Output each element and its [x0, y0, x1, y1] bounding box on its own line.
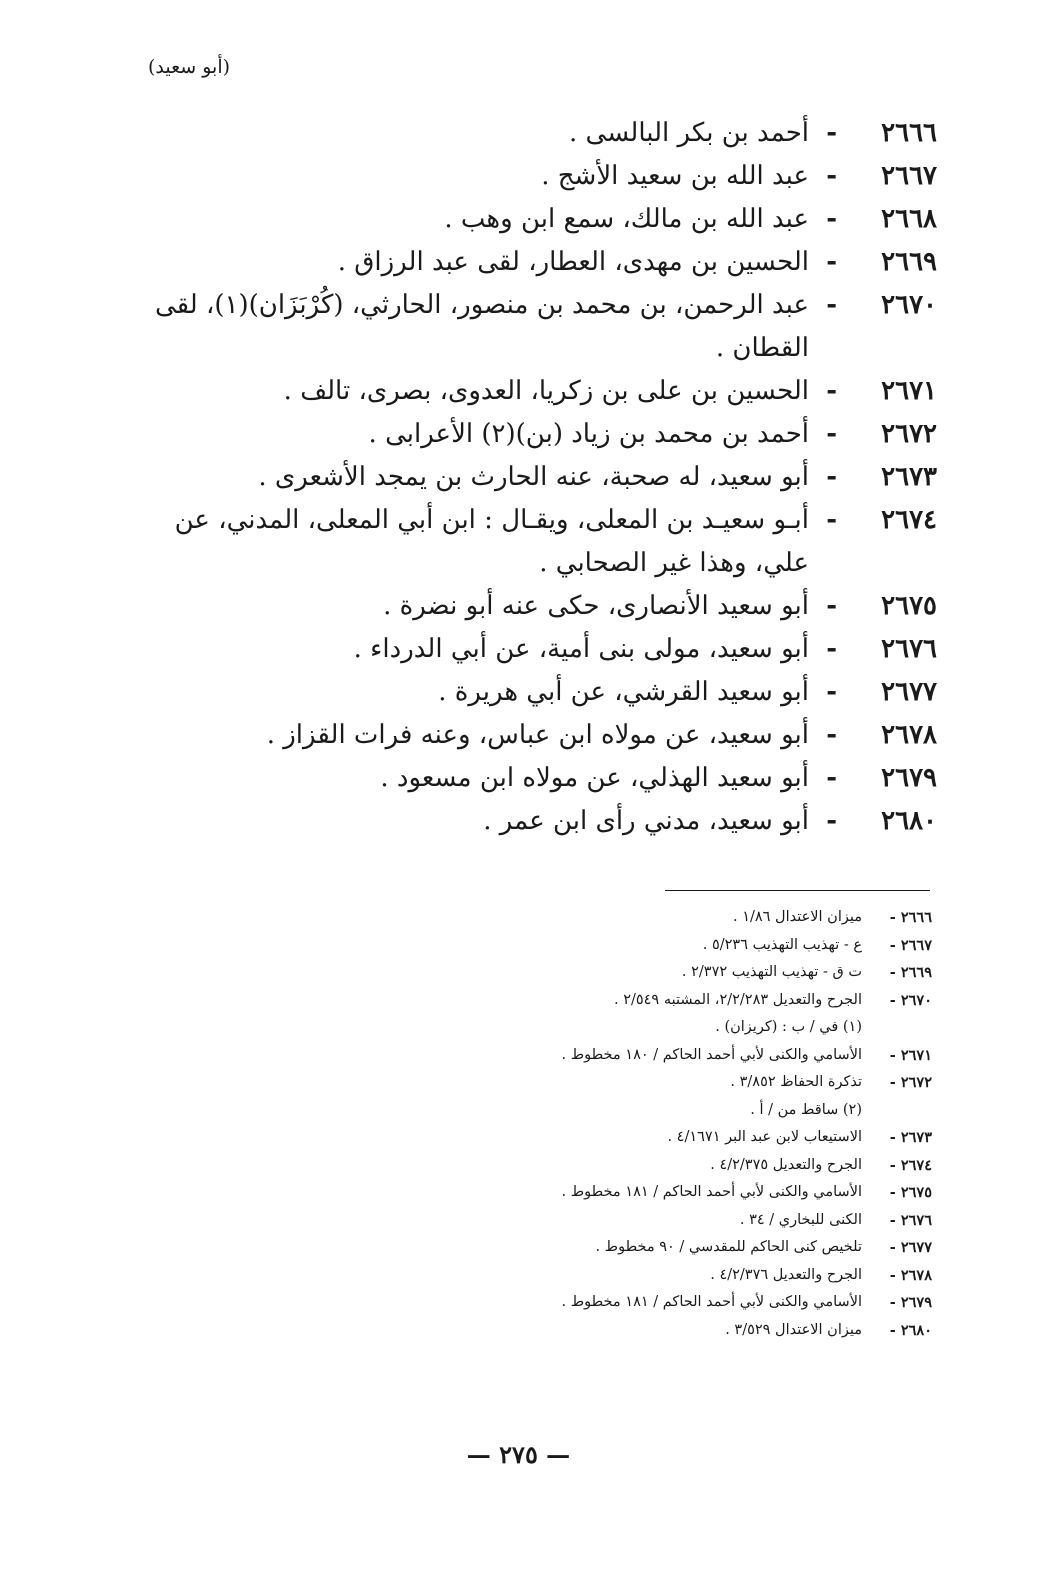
footnote-text: الأسامي والكنى لأبي أحمد الحاكم / ١٨١ مخطوط .	[561, 1184, 862, 1200]
entry-number: ٢٦٧٦	[881, 634, 937, 664]
footnote-text: ميزان الاعتدال ٣/٥٢٩ .	[725, 1321, 862, 1338]
entry-number: ٢٦٦٨	[881, 204, 937, 234]
entry: ٢٦٦٦ - أحمد بن بكر البالسى .	[137, 112, 937, 155]
entry: ٢٦٧٢ - أحمد بن محمد بن زياد (بن)(٢) الأعرابى .	[137, 413, 937, 456]
footnote	[472, 1207, 932, 1235]
entry: ٢٦٨٠ - أبو سعيد، مدني رأى ابن عمر .	[137, 800, 937, 843]
entry-text: أبو سعيد، له صحبة، عنه الحارث بن يمجد الأشعرى .	[258, 462, 809, 492]
footnote-number: ٢٦٦٧ -	[889, 936, 932, 954]
footnote-number: ٢٦٧٠ -	[889, 991, 932, 1009]
footnote-separator	[665, 890, 930, 891]
entry-number: ٢٦٧٢	[881, 419, 937, 449]
footnote-number: ٢٦٧٢ -	[889, 1074, 932, 1091]
footnote	[472, 1069, 932, 1097]
footnote	[472, 1234, 932, 1262]
footnote-text: الجرح والتعديل ٤/٢/٣٧٦ .	[710, 1266, 862, 1283]
entry-number: ٢٦٧٨	[881, 720, 937, 750]
entry-text: أبو سعيد، مولى بنى أمية، عن أبي الدرداء .	[353, 634, 809, 664]
footnote-text: الجرح والتعديل ٤/٢/٣٧٥ .	[710, 1156, 862, 1173]
entry: ٢٦٧٦ - أبو سعيد، مولى بنى أمية، عن أبي الدرداء .	[137, 628, 937, 671]
entry-number: ٢٦٦٦	[881, 118, 937, 148]
entry: ٢٦٧١ - الحسين بن على بن زكريا، العدوى، بصرى، تالف .	[137, 370, 937, 413]
page-number: — ٢٧٥ —	[466, 1440, 571, 1469]
entry: ٢٦٧٧ - أبو سعيد القرشي، عن أبي هريرة .	[137, 671, 937, 714]
entry-text: أبو سعيد القرشي، عن أبي هريرة .	[438, 677, 809, 707]
entry: ٢٦٧٩ - أبو سعيد الهذلي، عن مولاه ابن مسعود .	[137, 757, 937, 800]
entry-text: الحسين بن مهدى، العطار، لقى عبد الرزاق .	[337, 247, 809, 277]
footnote-text: ميزان الاعتدال ١/٨٦ .	[732, 909, 862, 925]
entry: ٢٦٧٨ - أبو سعيد، عن مولاه ابن عباس، وعنه فرات القزاز .	[137, 714, 937, 757]
footnote-text: الجرح والتعديل ٢/٢/٢٨٣، المشتبه ٢/٥٤٩ .	[613, 991, 862, 1008]
entry-text: أبو سعيد، مدني رأى ابن عمر .	[483, 806, 809, 836]
entry-text: أحمد بن محمد بن زياد (بن)(٢) الأعرابى .	[368, 419, 809, 449]
entry: ٢٦٧٠ - عبد الرحمن، بن محمد بن منصور، الحارثي، (كُرْبَزَان)(١)، لقى القطان .	[137, 284, 937, 370]
footnote-number: ٢٦٧٨ -	[889, 1266, 932, 1284]
entry-number: ٢٦٧٧	[881, 677, 937, 707]
footnote	[472, 1262, 932, 1290]
footnote-number: ٢٦٧٦ -	[889, 1211, 932, 1229]
footnote-text: تذكرة الحفاظ ٣/٨٥٢ .	[730, 1074, 862, 1090]
entry: ٢٦٧٥ - أبو سعيد الأنصارى، حكى عنه أبو نضرة .	[137, 585, 937, 628]
footnote-text: الاستيعاب لابن عبد البر ٤/١٦٧١ .	[667, 1129, 862, 1145]
footnote	[472, 1179, 932, 1207]
footnote-text: تلخيص كنى الحاكم للمقدسي / ٩٠ مخطوط .	[595, 1239, 862, 1255]
footnote-number	[862, 1097, 932, 1125]
entry-number: ٢٦٧١	[881, 376, 937, 406]
entry: ٢٦٧٣ - أبو سعيد، له صحبة، عنه الحارث بن يمجد الأشعرى .	[137, 456, 937, 499]
footnote	[472, 1097, 932, 1125]
footnote-number	[862, 1014, 932, 1042]
entry: ٢٦٧٤ - أبـو سعيـد بن المعلى، ويقـال : ابن أبي المعلى، المدني، عن علي، وهذا غير الصحابي .	[137, 499, 937, 585]
footnote-number: ٢٦٧٤ -	[889, 1156, 932, 1174]
entry-text: أبو سعيد، عن مولاه ابن عباس، وعنه فرات القزاز .	[266, 720, 809, 750]
footnote	[472, 1289, 932, 1317]
footnote-number: ٢٦٧٣ -	[889, 1129, 932, 1146]
entry-text: عبد الرحمن، بن محمد بن منصور، الحارثي، (كُرْبَزَان)(١)، لقى القطان .	[154, 290, 809, 363]
footnote-text: (٢) ساقط من / أ .	[750, 1101, 862, 1118]
entry-number: ٢٦٧٤	[881, 505, 937, 535]
footnote	[472, 959, 932, 987]
footnote-text: الكنى للبخاري / ٣٤ .	[739, 1211, 862, 1228]
footnote-number: ٢٦٦٦ -	[889, 909, 932, 926]
entry-list	[137, 112, 937, 843]
entry-number: ٢٦٨٠	[881, 806, 937, 836]
footnote	[472, 904, 932, 932]
footnote-text: ت ق - تهذيب التهذيب ٢/٣٧٢ .	[681, 964, 862, 980]
footnote	[472, 987, 932, 1015]
entry: ٢٦٦٩ - الحسين بن مهدى، العطار، لقى عبد الرزاق .	[137, 241, 937, 284]
entry: ٢٦٦٨ - عبد الله بن مالك، سمع ابن وهب .	[137, 198, 937, 241]
entry-number: ٢٦٧٥	[881, 591, 937, 621]
entry-number: ٢٦٧٣	[881, 462, 937, 492]
entry-number: ٢٦٦٧	[881, 161, 937, 191]
footnote-text: ع - تهذيب التهذيب ٥/٢٣٦ .	[702, 936, 862, 953]
footnote-number: ٢٦٧٥ -	[889, 1184, 932, 1201]
entry: ٢٦٦٧ - عبد الله بن سعيد الأشج .	[137, 155, 937, 198]
footnote-text: الأسامي والكنى لأبي أحمد الحاكم / ١٨٠ مخطوط .	[561, 1046, 862, 1063]
footnote-number: ٢٦٧١ -	[889, 1046, 932, 1064]
footnote-text: الأسامي والكنى لأبي أحمد الحاكم / ١٨١ مخطوط .	[561, 1294, 862, 1310]
footnote-number: ٢٦٨٠ -	[889, 1321, 932, 1339]
entry-text: أبو سعيد الهذلي، عن مولاه ابن مسعود .	[380, 763, 809, 793]
footnote	[472, 1124, 932, 1152]
entry-number: ٢٦٧٩	[881, 763, 937, 793]
footnote-list	[472, 904, 932, 1344]
footnote-number: ٢٦٧٧ -	[889, 1239, 932, 1256]
footnote	[472, 932, 932, 960]
footnote	[472, 1014, 932, 1042]
entry-text: الحسين بن على بن زكريا، العدوى، بصرى، تالف .	[283, 376, 809, 406]
footnote	[472, 1152, 932, 1180]
footnote-text: (١) في / ب : (كريزان) .	[715, 1019, 862, 1035]
footnote	[472, 1317, 932, 1345]
entry-text: أبـو سعيـد بن المعلى، ويقـال : ابن أبي المعلى، المدني، عن علي، وهذا غير الصحابي .	[174, 505, 809, 578]
running-head: (أبو سعيد)	[148, 56, 231, 78]
entry-number: ٢٦٦٩	[881, 247, 937, 277]
entry-text: أبو سعيد الأنصارى، حكى عنه أبو نضرة .	[383, 591, 809, 621]
entry-number: ٢٦٧٠	[881, 290, 937, 320]
entry-text: عبد الله بن مالك، سمع ابن وهب .	[444, 204, 809, 234]
entry-text: أحمد بن بكر البالسى .	[569, 118, 809, 148]
footnote	[472, 1042, 932, 1070]
footnote-number: ٢٦٦٩ -	[889, 964, 932, 981]
entry-text: عبد الله بن سعيد الأشج .	[541, 161, 809, 191]
footnote-number: ٢٦٧٩ -	[889, 1294, 932, 1311]
